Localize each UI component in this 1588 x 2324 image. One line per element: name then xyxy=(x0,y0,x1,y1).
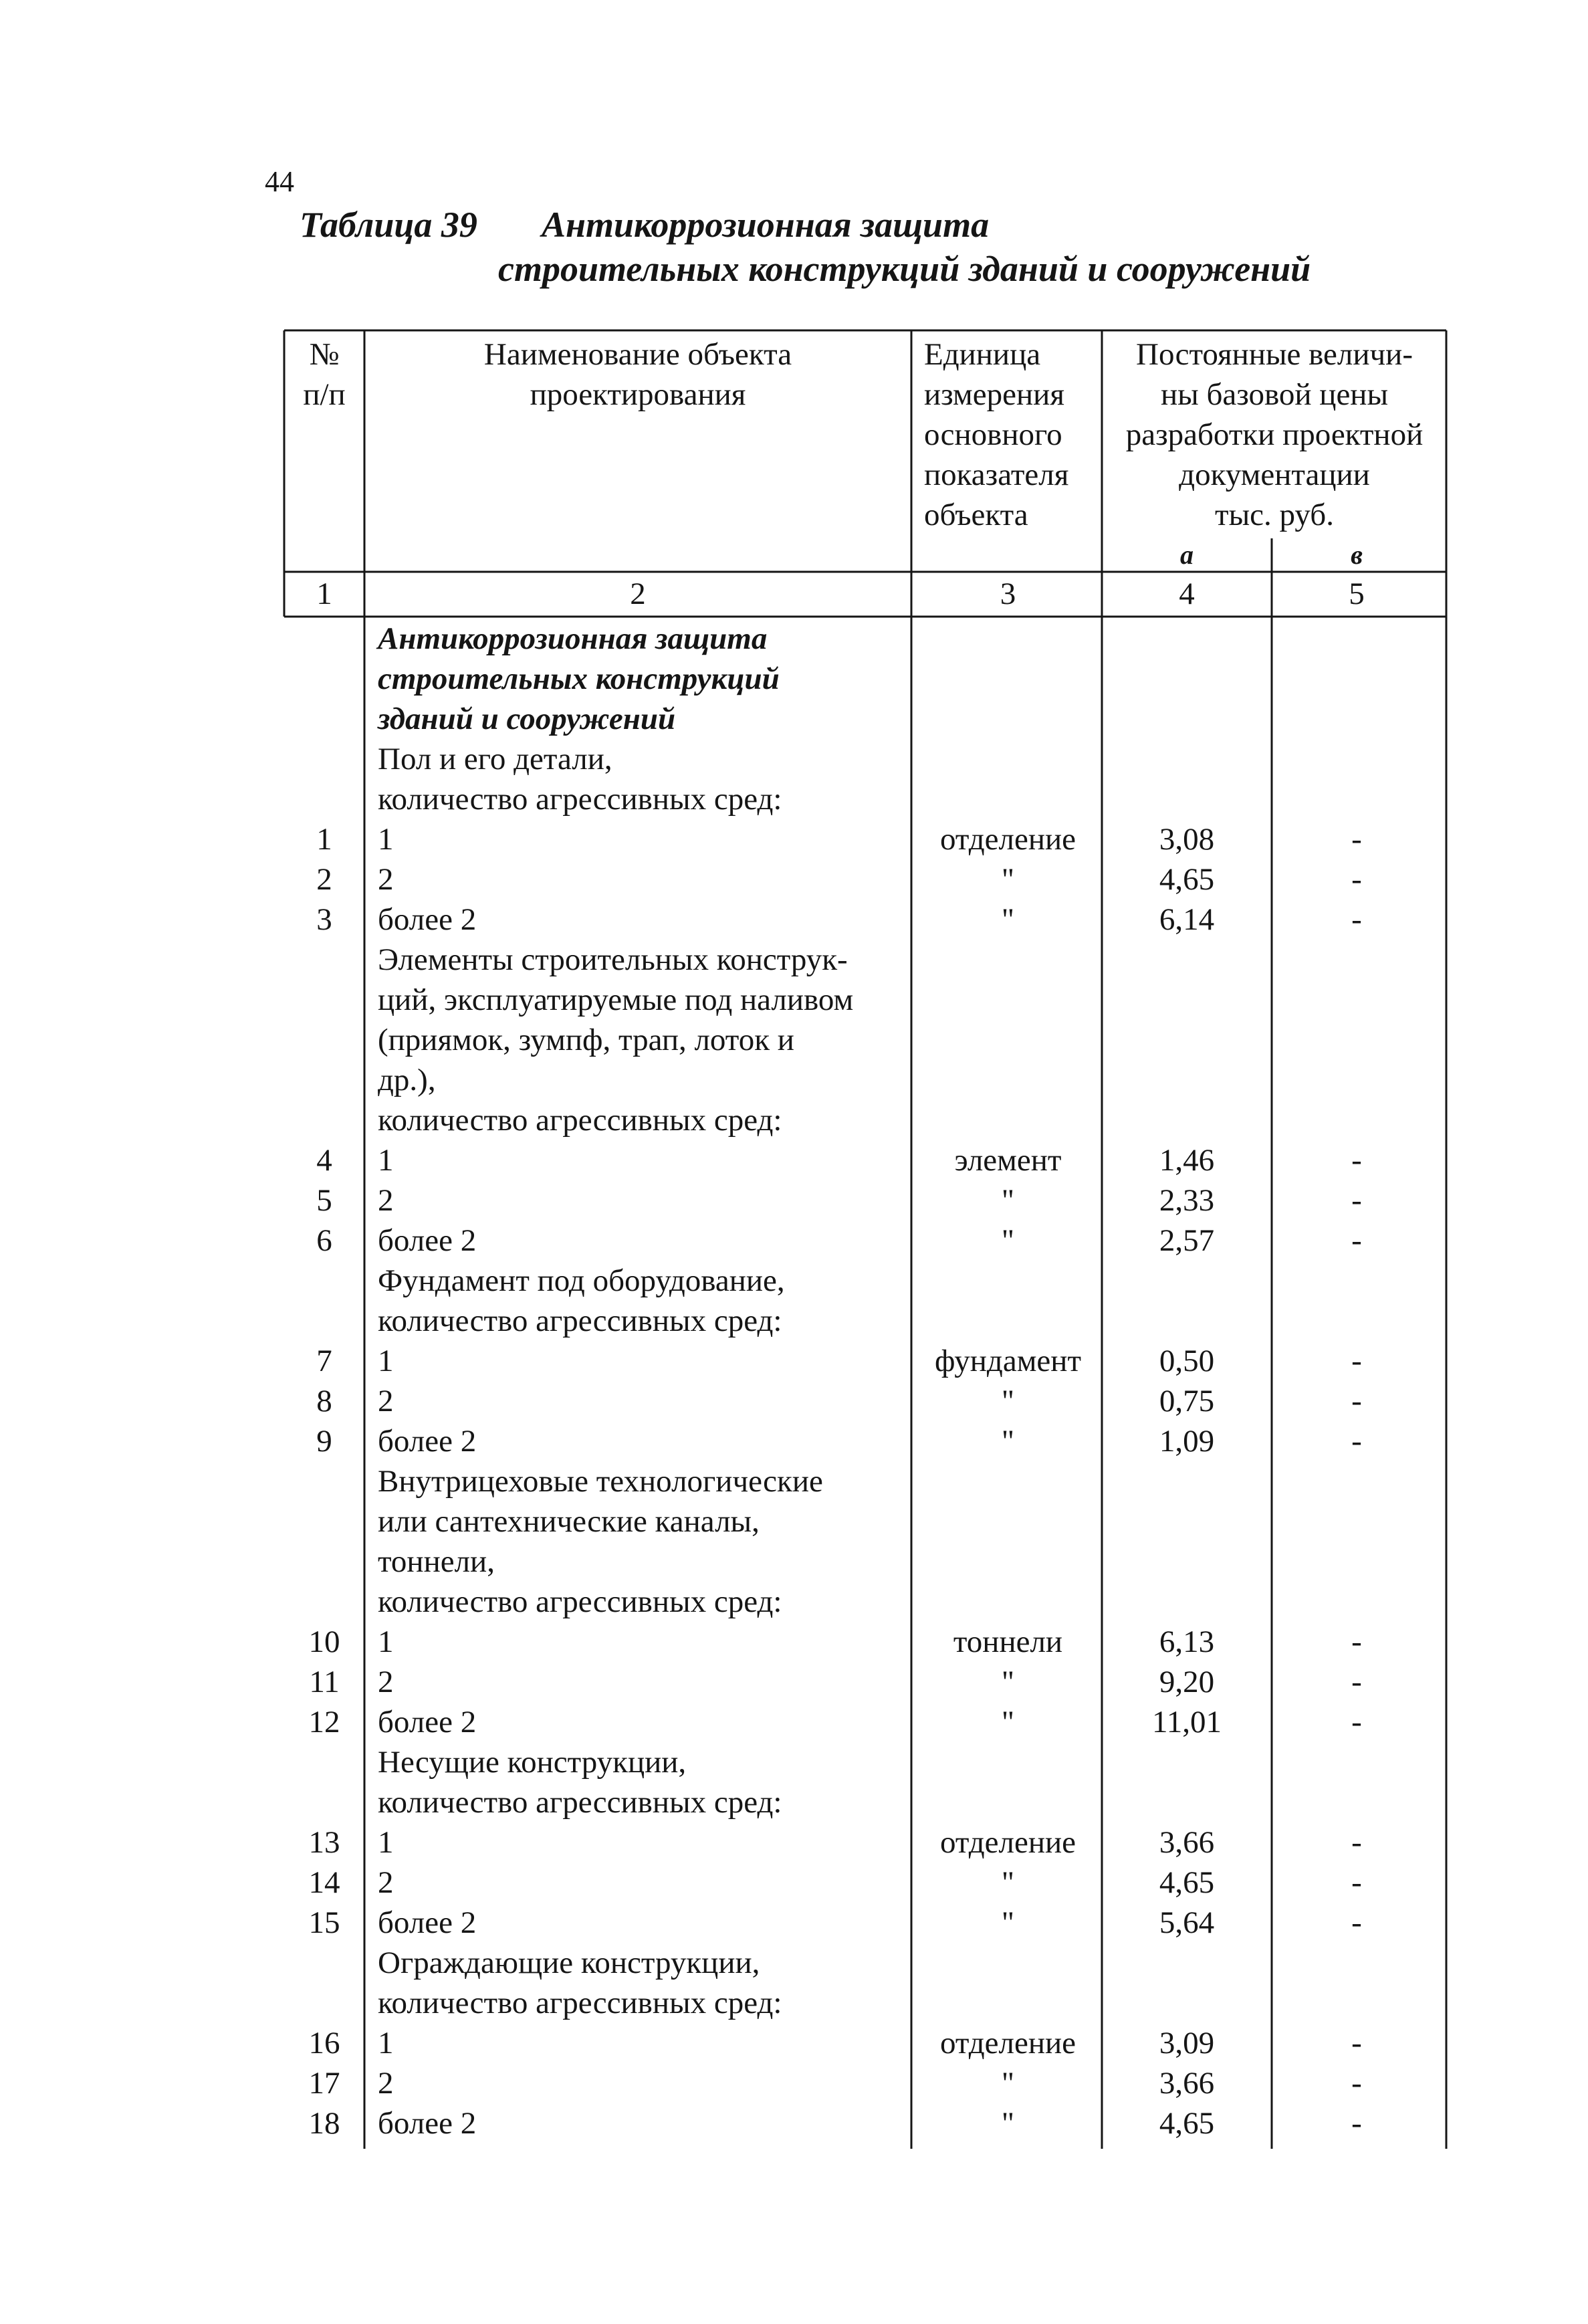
table-title-line-2: строительных конструкций зданий и сооружений xyxy=(498,249,1311,289)
cell-a: 1,46 xyxy=(1159,1143,1215,1178)
cell-unit: " xyxy=(1001,1665,1015,1699)
header-text: Постоянные величи- xyxy=(1136,337,1413,372)
cell-name: количество агрессивных сред: xyxy=(378,782,782,817)
cell-name: Фундамент под оборудование, xyxy=(378,1263,785,1298)
cell-name: 1 xyxy=(378,1825,394,1860)
cell-b: - xyxy=(1351,1825,1362,1860)
cell-name: количество агрессивных сред: xyxy=(378,1103,782,1138)
header-text: ны базовой цены xyxy=(1160,377,1389,412)
header-text: объекта xyxy=(924,498,1028,532)
cell-unit: отделение xyxy=(939,1825,1076,1860)
cell-name: 2 xyxy=(378,1183,394,1218)
cell-unit: " xyxy=(1001,1865,1015,1900)
header-text: измерения xyxy=(924,377,1064,412)
cell-name: более 2 xyxy=(378,1705,477,1739)
cell-b: - xyxy=(1351,862,1362,897)
cell-name: строительных конструкций xyxy=(378,661,780,696)
header-text: Единица xyxy=(924,337,1041,372)
cell-a: 9,20 xyxy=(1159,1665,1215,1699)
cell-a: 3,09 xyxy=(1159,2026,1215,2061)
cell-name: более 2 xyxy=(378,1223,477,1258)
cell-name: более 2 xyxy=(378,902,477,937)
cell-no: 15 xyxy=(308,1905,340,1940)
cell-b: - xyxy=(1351,2106,1362,2141)
cell-b: - xyxy=(1351,1344,1362,1378)
cell-unit: отделение xyxy=(939,2026,1076,2061)
header-text: документации xyxy=(1179,457,1370,492)
cell-name: 2 xyxy=(378,862,394,897)
cell-name: (приямок, зумпф, трап, лоток и xyxy=(378,1023,794,1057)
cell-name: количество агрессивных сред: xyxy=(378,1584,782,1619)
cell-unit: " xyxy=(1001,1223,1015,1258)
cell-a: 2,57 xyxy=(1159,1223,1215,1258)
cell-name: 1 xyxy=(378,2026,394,2061)
cell-name: более 2 xyxy=(378,1905,477,1940)
cell-name: 1 xyxy=(378,1624,394,1659)
cell-no: 5 xyxy=(316,1183,332,1218)
cell-b: - xyxy=(1351,2026,1362,2061)
cell-name: 2 xyxy=(378,2066,394,2101)
cell-no: 4 xyxy=(316,1143,332,1178)
cell-a: 0,50 xyxy=(1159,1344,1215,1378)
cell-a: 3,08 xyxy=(1159,822,1215,857)
cell-no: 17 xyxy=(308,2066,340,2101)
page-number: 44 xyxy=(265,165,294,198)
cell-no: 16 xyxy=(308,2026,340,2061)
cell-unit: " xyxy=(1001,2066,1015,2101)
cell-b: - xyxy=(1351,2066,1362,2101)
cell-b: - xyxy=(1351,1183,1362,1218)
column-number: 2 xyxy=(630,576,646,611)
cell-unit: " xyxy=(1001,902,1015,937)
cell-name: Пол и его детали, xyxy=(378,742,612,776)
cell-b: - xyxy=(1351,1223,1362,1258)
cell-name: количество агрессивных сред: xyxy=(378,1785,782,1820)
header-text: разработки проектной xyxy=(1125,417,1424,452)
cell-name: Внутрицеховые технологические xyxy=(378,1464,823,1499)
cell-name: 1 xyxy=(378,1143,394,1178)
cell-name: Ограждающие конструкции, xyxy=(378,1945,760,1980)
cell-a: 1,09 xyxy=(1159,1424,1215,1459)
cell-unit: элемент xyxy=(954,1143,1062,1178)
cell-b: - xyxy=(1351,1905,1362,1940)
header-text: Наименование объекта xyxy=(483,337,792,372)
cell-name: 1 xyxy=(378,822,394,857)
cell-name: количество агрессивных сред: xyxy=(378,1986,782,2020)
cell-name: более 2 xyxy=(378,2106,477,2141)
cell-unit: тоннели xyxy=(953,1624,1063,1659)
cell-b: - xyxy=(1351,1424,1362,1459)
header-text: показателя xyxy=(924,457,1069,492)
table-title-line-1: Антикоррозионная защита xyxy=(542,205,990,245)
cell-a: 3,66 xyxy=(1159,2066,1215,2101)
column-number: 5 xyxy=(1349,576,1365,611)
cell-name: Антикоррозионная защита xyxy=(378,621,768,656)
cell-b: - xyxy=(1351,1665,1362,1699)
cell-name: 1 xyxy=(378,1344,394,1378)
cell-a: 4,65 xyxy=(1159,862,1215,897)
cell-name: 2 xyxy=(378,1665,394,1699)
header-sub-a: а xyxy=(1180,540,1194,570)
cell-a: 4,65 xyxy=(1159,2106,1215,2141)
cell-a: 4,65 xyxy=(1159,1865,1215,1900)
cell-no: 13 xyxy=(308,1825,340,1860)
cell-name: количество агрессивных сред: xyxy=(378,1303,782,1338)
cell-unit: " xyxy=(1001,1705,1015,1739)
column-number: 1 xyxy=(316,576,332,611)
header-sub-b: в xyxy=(1351,540,1363,570)
column-number: 4 xyxy=(1179,576,1195,611)
cell-no: 1 xyxy=(316,822,332,857)
cell-name: или сантехнические каналы, xyxy=(378,1504,760,1539)
cell-name: зданий и сооружений xyxy=(378,702,676,736)
cell-name: ций, эксплуатируемые под наливом xyxy=(378,982,854,1017)
cell-a: 6,14 xyxy=(1159,902,1215,937)
cell-name: тоннели, xyxy=(378,1544,495,1579)
cell-no: 10 xyxy=(308,1624,340,1659)
cell-no: 18 xyxy=(308,2106,340,2141)
cell-name: 2 xyxy=(378,1384,394,1418)
cell-a: 5,64 xyxy=(1159,1905,1215,1940)
cell-unit: " xyxy=(1001,862,1015,897)
cell-no: 9 xyxy=(316,1424,332,1459)
cell-a: 3,66 xyxy=(1159,1825,1215,1860)
cell-b: - xyxy=(1351,1143,1362,1178)
cell-no: 7 xyxy=(316,1344,332,1378)
cell-unit: " xyxy=(1001,1424,1015,1459)
header-text: тыс. руб. xyxy=(1215,498,1334,532)
cell-a: 11,01 xyxy=(1151,1705,1222,1739)
cell-no: 8 xyxy=(316,1384,332,1418)
cell-unit: отделение xyxy=(939,822,1076,857)
cell-unit: " xyxy=(1001,1905,1015,1940)
cell-b: - xyxy=(1351,1384,1362,1418)
cell-name: Несущие конструкции, xyxy=(378,1745,687,1780)
header-text: проектирования xyxy=(530,377,746,412)
cell-unit: " xyxy=(1001,1384,1015,1418)
header-text: № xyxy=(309,337,340,372)
cell-b: - xyxy=(1351,822,1362,857)
cell-a: 0,75 xyxy=(1159,1384,1215,1418)
cell-b: - xyxy=(1351,1865,1362,1900)
cell-unit: " xyxy=(1001,2106,1015,2141)
cell-unit: фундамент xyxy=(934,1344,1081,1378)
cell-a: 2,33 xyxy=(1159,1183,1215,1218)
cell-name: др.), xyxy=(378,1063,436,1097)
column-number: 3 xyxy=(1000,576,1016,611)
cell-no: 6 xyxy=(316,1223,332,1258)
cell-name: 2 xyxy=(378,1865,394,1900)
header-text: основного xyxy=(924,417,1062,452)
cell-name: Элементы строительных конструк- xyxy=(378,942,848,977)
cell-no: 12 xyxy=(308,1705,340,1739)
cell-unit: " xyxy=(1001,1183,1015,1218)
cell-name: более 2 xyxy=(378,1424,477,1459)
cell-b: - xyxy=(1351,1624,1362,1659)
header-text: п/п xyxy=(303,377,346,412)
cell-a: 6,13 xyxy=(1159,1624,1215,1659)
table-label: Таблица 39 xyxy=(300,205,477,245)
cell-no: 2 xyxy=(316,862,332,897)
cell-b: - xyxy=(1351,1705,1362,1739)
cell-b: - xyxy=(1351,902,1362,937)
cell-no: 14 xyxy=(308,1865,340,1900)
cell-no: 11 xyxy=(309,1665,340,1699)
cell-no: 3 xyxy=(316,902,332,937)
